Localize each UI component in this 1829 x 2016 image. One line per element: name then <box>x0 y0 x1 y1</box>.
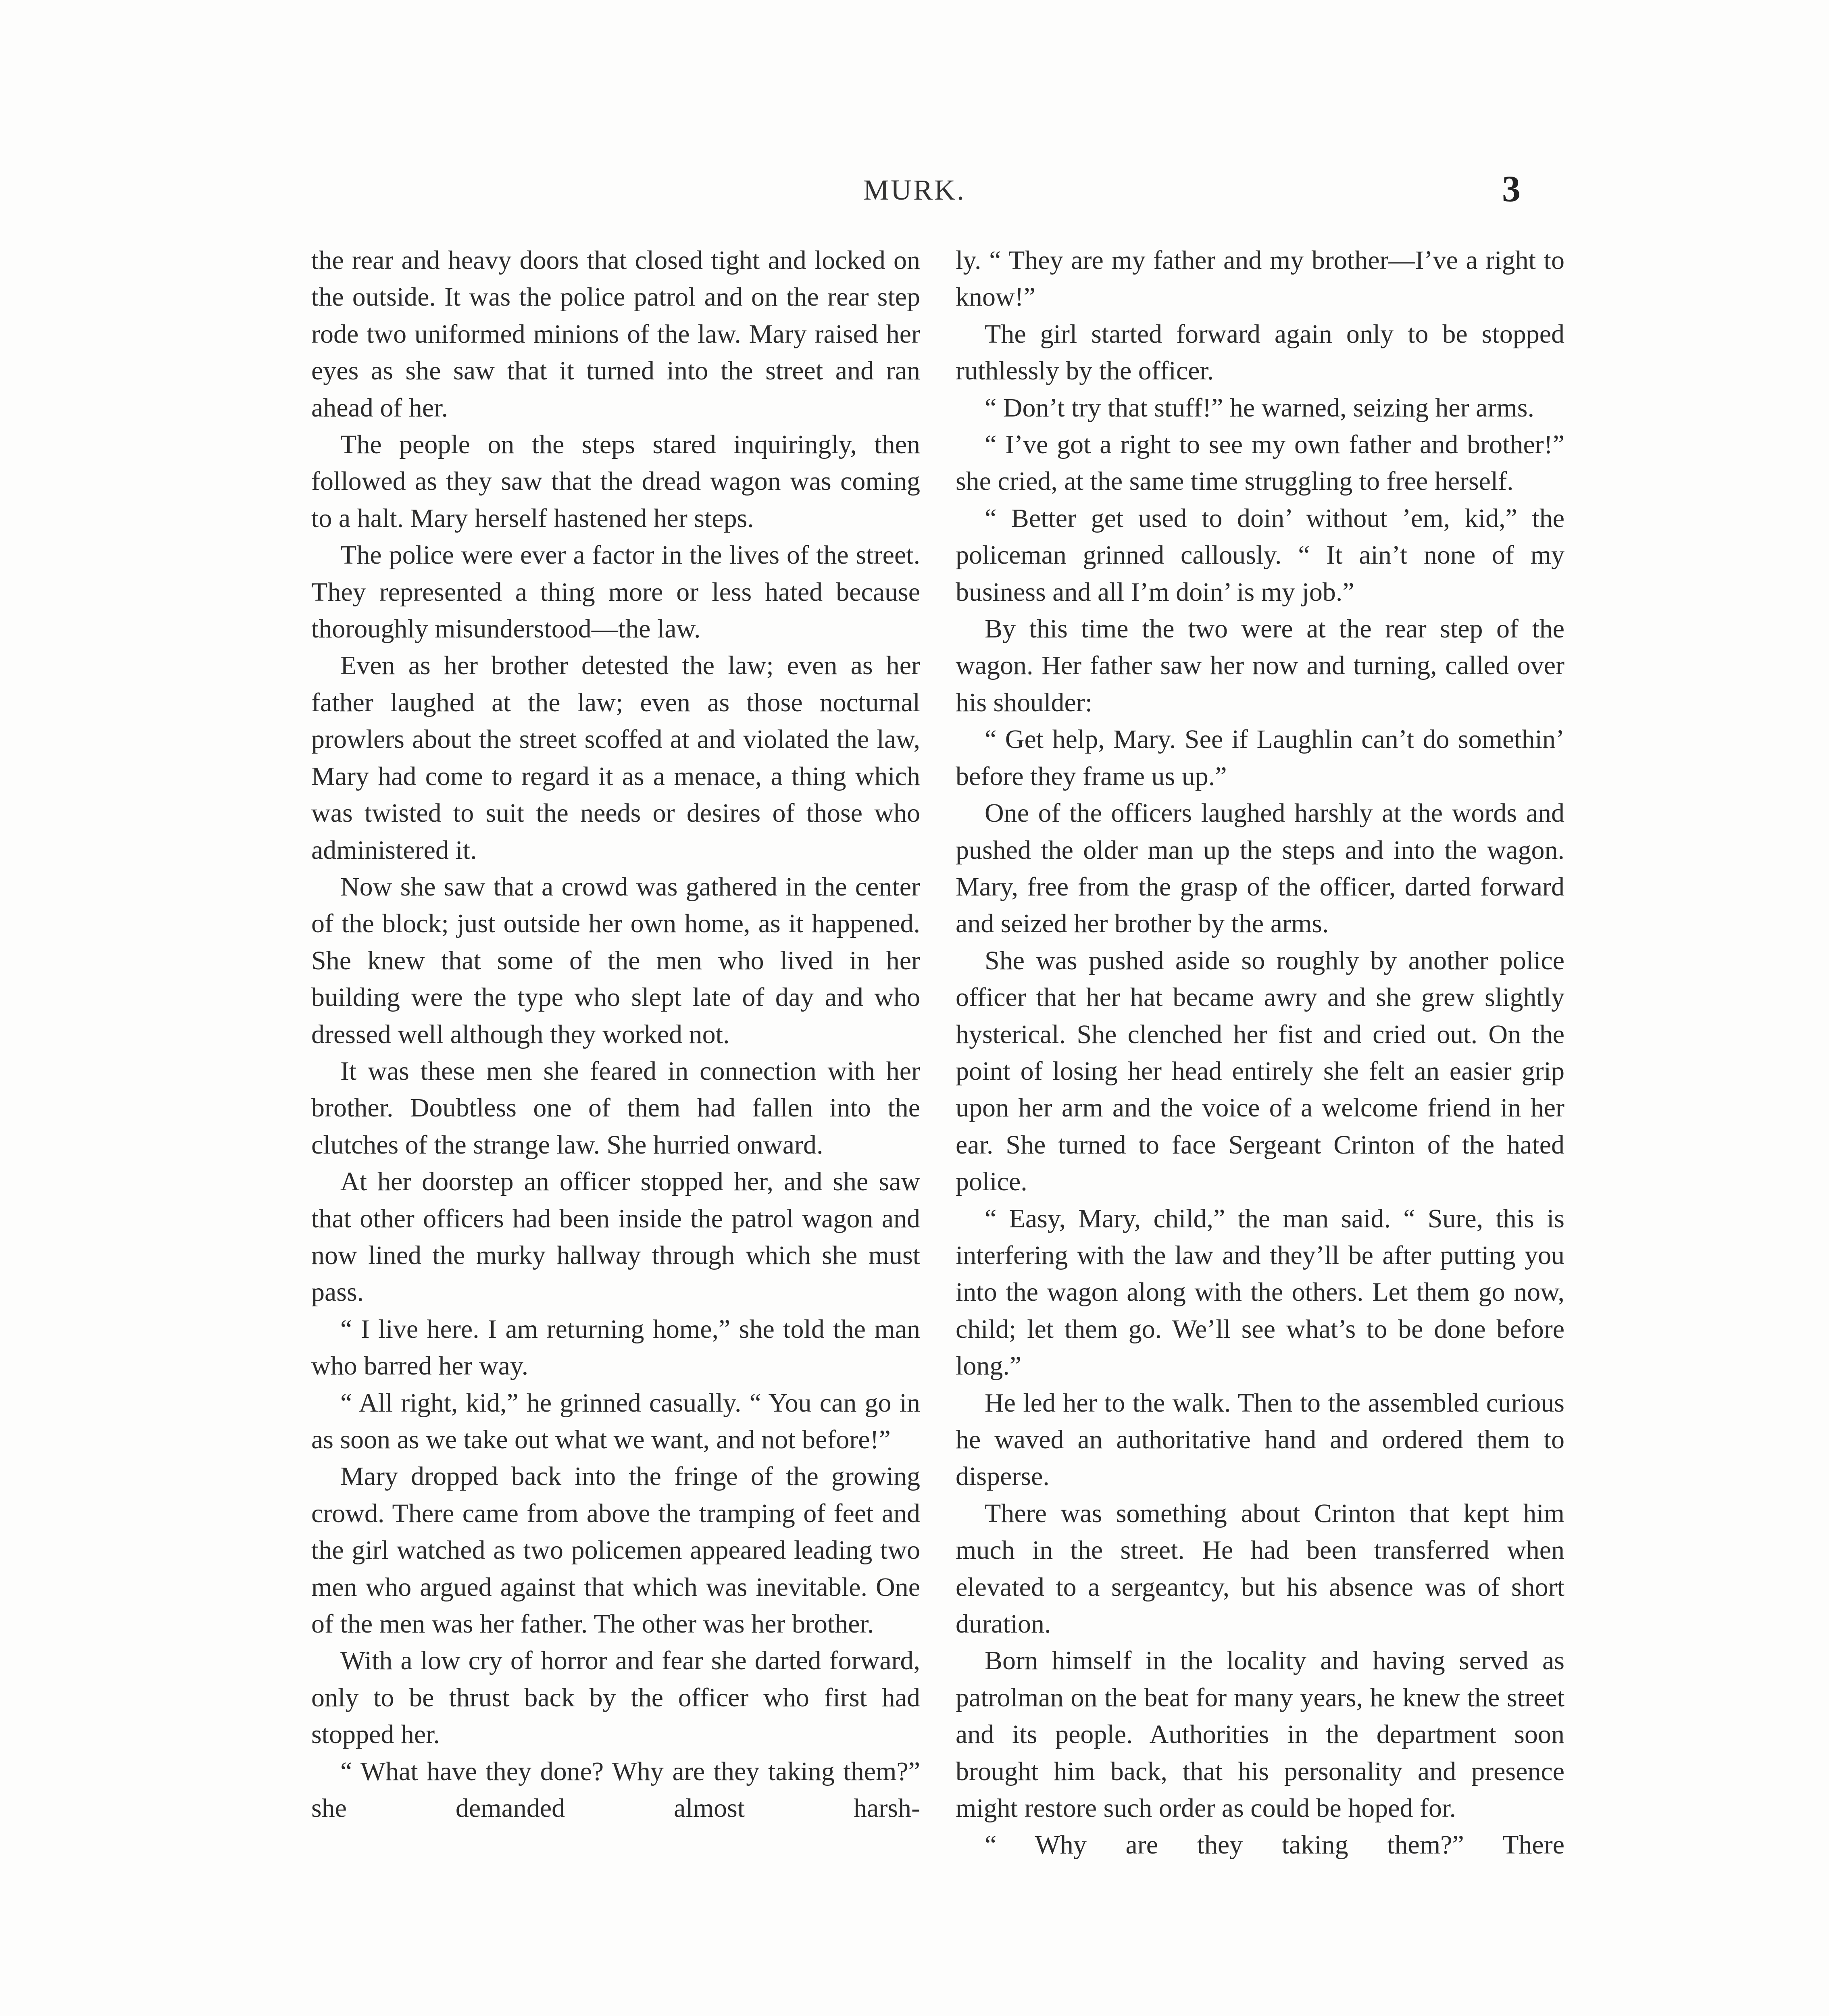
paragraph: “ What have they done? Why are they taking them?” she demanded almost harsh- <box>311 1756 920 1823</box>
paragraph: She was pushed aside so roughly by another police officer that her hat became awry and she grew slightly hysterical. She clenched her fist and cried out. On the point of losing her head entirely she felt an easier grip upon her arm and the voice of a welcome friend in her ear. She turned to face Sergeant Crinton of the hated police. <box>956 946 1564 1197</box>
paragraph: One of the officers laughed harshly at the words and pushed the older man up the steps and into the wagon. Mary, free from the grasp of the officer, darted forward and seized her brother by the arms. <box>956 798 1564 939</box>
left-text-column <box>311 242 920 1826</box>
paragraph: “ I live here. I am returning home,” she told the man who barred her way. <box>311 1314 920 1381</box>
paragraph: The people on the steps stared inquiringly, then followed as they saw that the dread wagon was coming to a halt. Mary herself hastened her steps. <box>311 430 920 533</box>
paragraph: There was something about Crinton that kept him much in the street. He had been transferred when elevated to a sergeantcy, but his absence was of short duration. <box>956 1498 1564 1639</box>
paragraph: Born himself in the locality and having served as patrolman on the beat for many years, he knew the street and its people. Authorities in the department soon brought him back, that his personality and presence might restore such order as could be hoped for. <box>956 1646 1564 1823</box>
paragraph: It was these men she feared in connection with her brother. Doubtless one of them had fallen into the clutches of the strange law. She hurried onward. <box>311 1056 920 1160</box>
paragraph: “ All right, kid,” he grinned casually. “ You can go in as soon as we take out what we want, and not before!” <box>311 1388 920 1454</box>
paragraph: With a low cry of horror and fear she darted forward, only to be thrust back by the officer who first had stopped her. <box>311 1646 920 1749</box>
paragraph: The police were ever a factor in the lives of the street. They represented a thing more or less hated because thoroughly misunderstood—the law. <box>311 540 920 644</box>
paragraph: the rear and heavy doors that closed tight and locked on the outside. It was the police patrol and on the rear step rode two uniformed minions of the law. Mary raised her eyes as she saw that it turned into the street and ran ahead of her. <box>311 246 920 423</box>
paragraph: ly. “ They are my father and my brother—I’ve a right to know!” <box>956 246 1564 312</box>
paragraph: “ Easy, Mary, child,” the man said. “ Sure, this is interfering with the law and they’ll be after putting you into the wagon along with the others. Let them go now, child; let them go. We’ll see what’s to be done before long.” <box>956 1204 1564 1381</box>
paragraph: At her doorstep an officer stopped her, and she saw that other officers had been inside the patrol wagon and now lined the murky hallway through which she must pass. <box>311 1167 920 1307</box>
paragraph: Even as her brother detested the law; even as her father laughed at the law; even as those nocturnal prowlers about the street scoffed at and violated the law, Mary had come to regard it as a menace, a thing which was twisted to suit the needs or desires of those who administered it. <box>311 651 920 865</box>
page-number: 3 <box>1502 168 1521 209</box>
paragraph: “ Why are they taking them?” There <box>985 1830 1564 1860</box>
paragraph: Mary dropped back into the fringe of the growing crowd. There came from above the tramping of feet and the girl watched as two policemen appeared leading two men who argued against that which was inevitable. One of the men was her father. The other was her brother. <box>311 1462 920 1639</box>
paragraph: He led her to the walk. Then to the assembled curious he waved an authoritative hand and ordered them to disperse. <box>956 1388 1564 1491</box>
paragraph: “ Get help, Mary. See if Laughlin can’t do somethin’ before they frame us up.” <box>956 725 1564 791</box>
paragraph: Now she saw that a crowd was gathered in the center of the block; just outside her own home, as it happened. She knew that some of the men who lived in her building were the type who slept late of day and who dressed well although they worked not. <box>311 872 920 1049</box>
paragraph: “ Don’t try that stuff!” he warned, seizing her arms. <box>985 393 1534 423</box>
paragraph: “ Better get used to doin’ without ’em, kid,” the policeman grinned callously. “ It ain’t none of my business and all I’m doin’ is my job.” <box>956 503 1564 607</box>
running-title: MURK. <box>863 174 966 206</box>
paragraph: By this time the two were at the rear step of the wagon. Her father saw her now and turning, called over his shoulder: <box>956 614 1564 717</box>
paragraph: The girl started forward again only to be stopped ruthlessly by the officer. <box>956 319 1564 386</box>
paragraph: “ I’ve got a right to see my own father and brother!” she cried, at the same time struggling to free herself. <box>956 430 1564 496</box>
right-text-column <box>956 242 1564 1864</box>
